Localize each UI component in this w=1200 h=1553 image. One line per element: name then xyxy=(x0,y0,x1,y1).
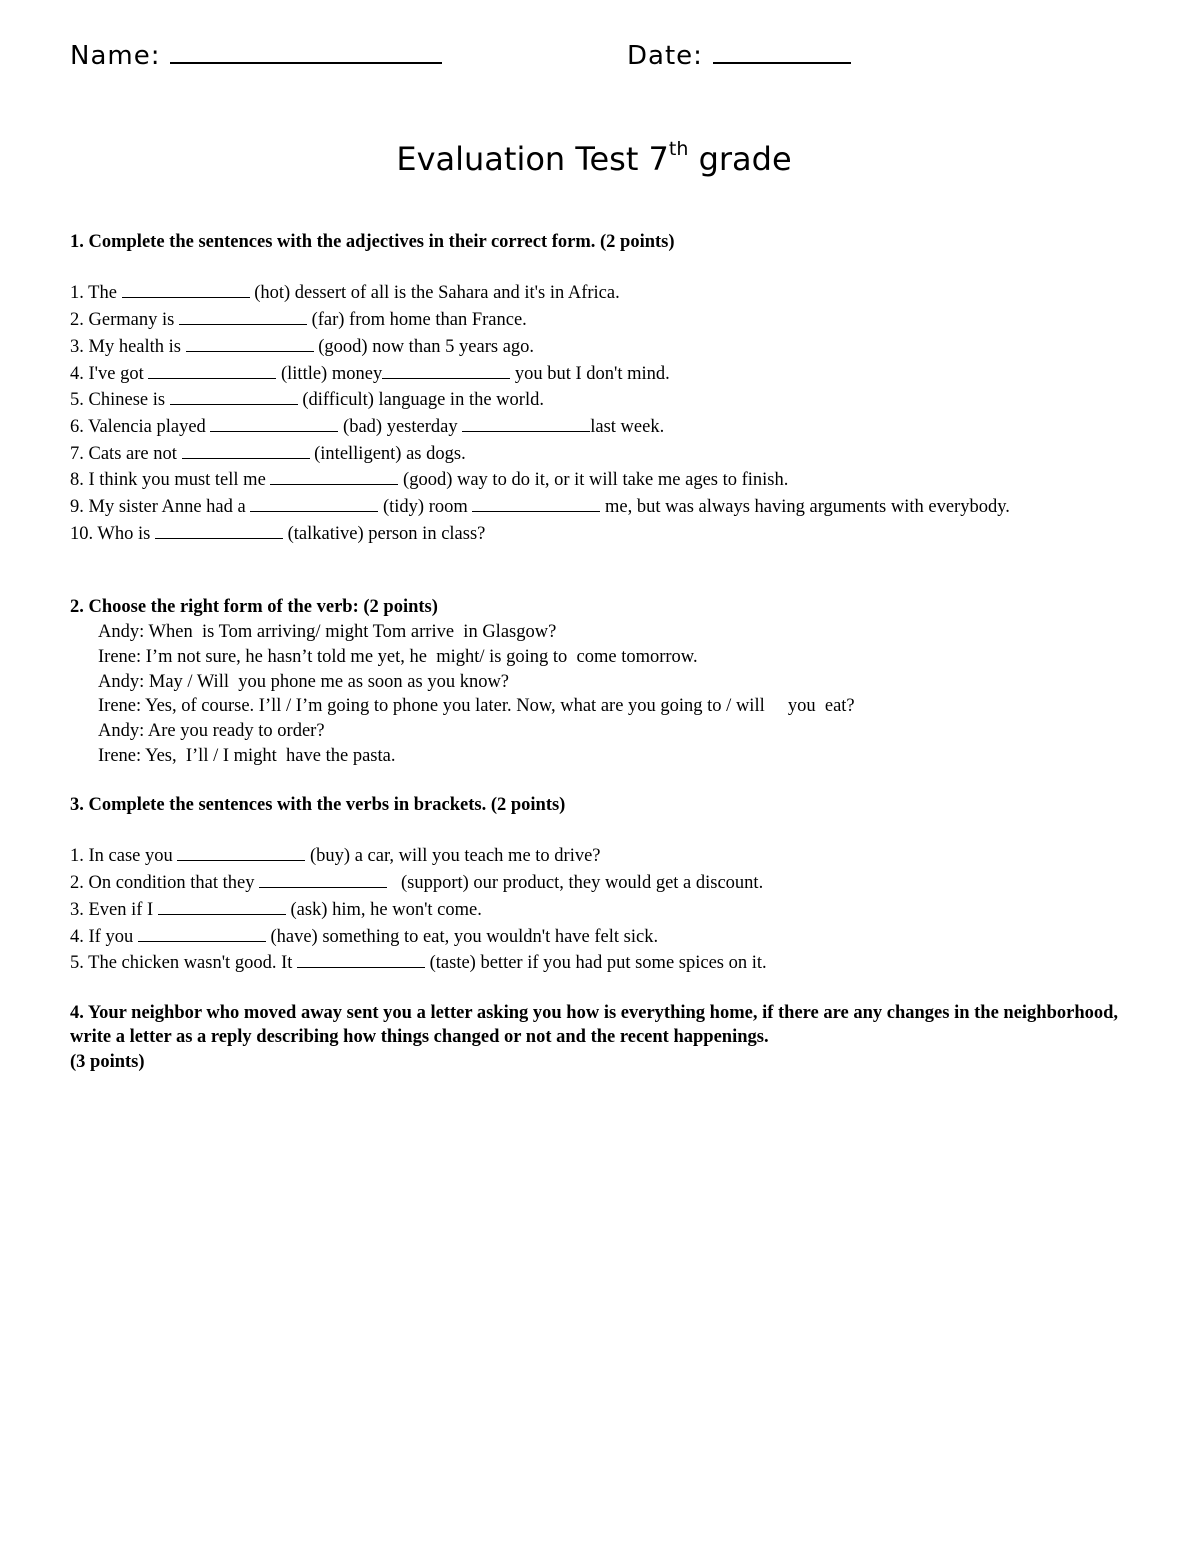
section-4-heading: 4. Your neighbor who moved away sent you a letter asking you how is everything home, if there are any changes in the neighborhood, write a letter as a reply describing how things changed or not and the recent happenings. xyxy=(70,1002,1119,1048)
section-1-list xyxy=(70,279,1150,546)
list-item: 6. Valencia played (bad) yesterday last week. xyxy=(70,413,1150,440)
list-item: 8. I think you must tell me (good) way to do it, or it will take me ages to finish. xyxy=(70,466,1150,493)
answer-blank[interactable] xyxy=(270,466,398,485)
section-1-heading: 1. Complete the sentences with the adjectives in their correct form. (2 points) xyxy=(70,232,675,252)
name-label: Name: xyxy=(70,41,161,71)
list-item: 2. Germany is (far) from home than France. xyxy=(70,306,1150,333)
list-item: 7. Cats are not (intelligent) as dogs. xyxy=(70,440,1150,467)
dialogue-line: Andy: May / Will you phone me as soon as you know? xyxy=(98,671,510,692)
list-item: 4. If you (have) something to eat, you wouldn't have felt sick. xyxy=(70,923,1150,950)
answer-blank[interactable] xyxy=(210,413,338,432)
answer-blank[interactable] xyxy=(148,360,276,379)
list-item: 3. My health is (good) now than 5 years ago. xyxy=(70,333,1150,360)
list-item: 4. I've got (little) money you but I don't mind. xyxy=(70,360,1150,387)
dialogue-line: Irene: I’m not sure, he hasn’t told me yet, he might/ is going to come tomorrow. xyxy=(98,646,698,667)
answer-blank[interactable] xyxy=(158,896,286,915)
answer-blank[interactable] xyxy=(170,386,298,405)
answer-blank[interactable] xyxy=(138,923,266,942)
name-field xyxy=(70,36,442,71)
dialogue-line: Andy: Are you ready to order? xyxy=(98,720,325,741)
list-item: 3. Even if I (ask) him, he won't come. xyxy=(70,896,1150,923)
answer-blank[interactable] xyxy=(462,413,590,432)
dialogue-line: Irene: Yes, of course. I’ll / I’m going to phone you later. Now, what are you going to / will you eat? xyxy=(98,696,855,717)
page-title: Evaluation Test 7th grade xyxy=(396,138,792,178)
section-2-dialogue xyxy=(70,620,1150,768)
dialogue-line: Andy: When is Tom arriving/ might Tom arrive in Glasgow? xyxy=(98,622,557,643)
answer-blank[interactable] xyxy=(155,520,283,539)
section-3-list xyxy=(70,842,1150,976)
section-2-heading: 2. Choose the right form of the verb: (2 points) xyxy=(70,597,438,618)
list-item: 2. On condition that they (support) our product, they would get a discount. xyxy=(70,869,1150,896)
date-blank[interactable] xyxy=(713,36,851,64)
date-field xyxy=(627,36,851,71)
answer-blank[interactable] xyxy=(250,493,378,512)
list-item: 1. In case you (buy) a car, will you teach me to drive? xyxy=(70,842,1150,869)
answer-blank[interactable] xyxy=(297,949,425,968)
answer-blank[interactable] xyxy=(186,333,314,352)
answer-blank[interactable] xyxy=(177,842,305,861)
date-label: Date: xyxy=(627,41,703,71)
section-3-heading: 3. Complete the sentences with the verbs in brackets. (2 points) xyxy=(70,795,566,816)
dialogue-line: Irene: Yes, I’ll / I might have the pasta. xyxy=(98,745,396,766)
answer-blank[interactable] xyxy=(122,279,250,298)
name-blank[interactable] xyxy=(170,36,442,64)
list-item: 5. The chicken wasn't good. It (taste) better if you had put some spices on it. xyxy=(70,949,1150,976)
list-item: 5. Chinese is (difficult) language in the world. xyxy=(70,386,1150,413)
answer-blank[interactable] xyxy=(182,440,310,459)
list-item: 1. The (hot) dessert of all is the Sahara and it's in Africa. xyxy=(70,279,1150,306)
section-4-points: (3 points) xyxy=(70,1052,145,1073)
answer-blank[interactable] xyxy=(179,306,307,325)
answer-blank[interactable] xyxy=(472,493,600,512)
answer-blank[interactable] xyxy=(382,360,510,379)
list-item: 10. Who is (talkative) person in class? xyxy=(70,520,1150,547)
list-item: 9. My sister Anne had a (tidy) room me, but was always having arguments with everybody. xyxy=(70,493,1150,520)
exercise-content xyxy=(70,230,1150,1075)
answer-blank[interactable] xyxy=(259,869,387,888)
